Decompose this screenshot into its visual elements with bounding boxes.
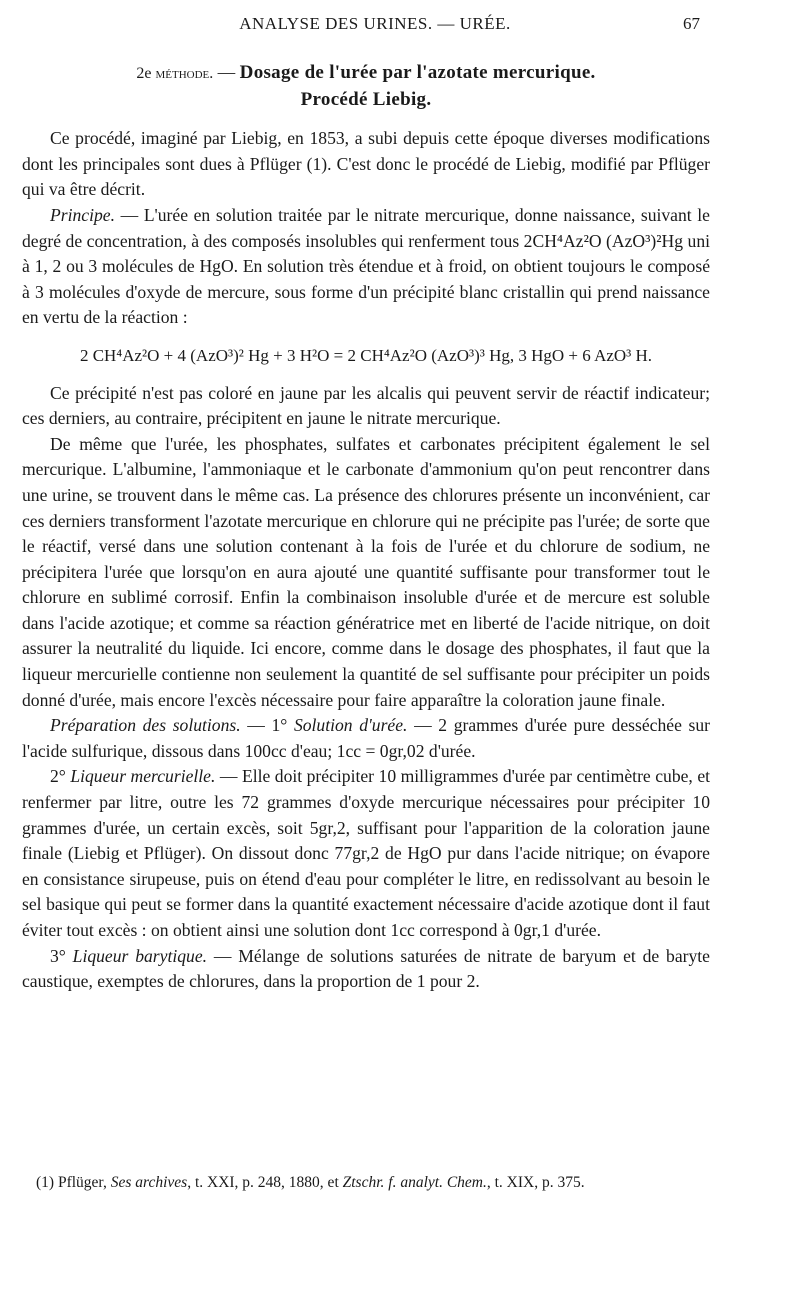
reaction-formula: 2 CH⁴Az²O + 4 (AzO³)² Hg + 3 H²O = 2 CH⁴Az²O (AzO³)³ Hg, 3 HgO + 6 AzO³ H. bbox=[79, 345, 653, 365]
barytique-label: Liqueur barytique. bbox=[72, 945, 208, 966]
barytique-number: 3° bbox=[50, 945, 73, 966]
footnote-author: Pflüger, bbox=[57, 1174, 111, 1191]
section-heading bbox=[22, 60, 710, 112]
barytique-text: — Mélange de solutions saturées de nitrate de baryum et de baryte caustique, exemptes de chlorures, dans la proportion de 1 pour 2. bbox=[22, 945, 710, 992]
paragraph-principe bbox=[22, 203, 710, 331]
method-label: méthode. bbox=[155, 65, 214, 82]
heading-dash: — bbox=[213, 62, 240, 82]
footnote-marker: (1) bbox=[36, 1174, 58, 1191]
method-number: 2e bbox=[136, 65, 156, 82]
principe-label: Principe. bbox=[50, 204, 115, 225]
running-title: ANALYSE DES URINES. — URÉE. bbox=[239, 14, 511, 33]
mercurielle-number: 2° bbox=[50, 766, 71, 787]
solution-uree-text: — 2 grammes d'urée pure desséchée sur l'acide sulfurique, dissous dans 100cc d'eau; 1cc = 0gr,02 d'urée. bbox=[22, 715, 710, 761]
mercurielle-text: — Elle doit précipiter 10 milligrammes d'urée par centimètre cube, et renfermer par litre, outre les 72 grammes d'oxyde mercurique nécessaires pour précipiter 10 grammes d'urée, un certain excès, soit 5gr,2, suffisant pour l'apparition de la coloration jaune finale (Liebig et Pflüger). On dissout donc 77gr,2 de HgO pur dans l'acide nitrique; on évapore en consistance sirupeuse, puis on étend d'eau pour compléter le litre, en redissolvant au besoin le sel basique qui peut se former dans la quantité exactement nécessaire d'acide azotique dont il faut éviter tout excès : on obtient ainsi une solution dont 1cc correspond à 0gr,1 d'urée. bbox=[22, 766, 711, 940]
footnote-journal-2: Ztschr. f. analyt. Chem. bbox=[342, 1174, 487, 1191]
solution-uree-label: Solution d'urée. bbox=[293, 715, 408, 736]
preparation-number: — 1° bbox=[240, 715, 294, 736]
principe-text: — L'urée en solution traitée par le nitrate mercurique, donne naissance, suivant le degré de concentration, à des composés insolubles qui renferment tous 2CH⁴Az²O (AzO³)²Hg uni à 1, 2 ou 3 molécules de HgO. En solution très étendue et à froid, on obtient toujours le composé à 3 molécules d'oxyde de mercure, sous forme d'un précipité blanc cristallin qui prend naissance en vertu de la réaction : bbox=[22, 204, 710, 328]
footnote bbox=[36, 1172, 716, 1194]
heading-title: Dosage de l'urée par l'azotate mercurique. bbox=[239, 62, 596, 83]
paragraph-intro: Ce procédé, imaginé par Liebig, en 1853, a subi depuis cette époque diverses modifications dont les principales sont dues à Pflüger (1). C'est donc le procédé de Liebig, modifié par Pflüger qui va être décrit. bbox=[22, 128, 710, 200]
paragraph-indicator: Ce précipité n'est pas coloré en jaune par les alcalis qui peuvent servir de réactif indicateur; ces derniers, au contraire, précipitent en jaune le nitrate mercurique. bbox=[22, 382, 710, 429]
paragraph-liqueur-mercurielle bbox=[22, 764, 710, 943]
heading-line-1 bbox=[22, 60, 710, 87]
footnote-journal-1: Ses archives bbox=[110, 1174, 188, 1191]
footnote-ref-1: , t. XXI, p. 248, 1880, et bbox=[187, 1174, 343, 1191]
page-number: 67 bbox=[683, 14, 700, 33]
paragraph-liqueur-barytique bbox=[22, 944, 710, 995]
paragraph-interferences: De même que l'urée, les phosphates, sulfates et carbonates précipitent également le sel mercurique. L'albumine, l'ammoniaque et le carbonate d'ammonium qu'on peut rencontrer dans une urine, se trouvent dans le même cas. La présence des chlorures présente un inconvénient, car ces derniers transforment l'azotate mercurique en chlorure qui ne précipite pas l'urée; de sorte que le réactif, versé dans une solution contenant à la fois de l'urée et du chlorure de sodium, ne précipitera l'urée que lorsqu'on en aura ajouté une quantité suffisante pour transformer tout le chlorure en sublimé corrosif. Enfin la combinaison insoluble d'urée et de mercure est soluble dans l'acide azotique; et comme sa réaction génératrice met en liberté de l'acide nitrique, on doit assurer la neutralité du liquide. Ici encore, comme dans le dosage des phosphates, il faut que la liqueur mercurielle contienne non seulement la quantité de sel suffisante pour précipiter un poids donné d'urée, mais encore l'excès nécessaire pour faire apparaître la coloration jaune finale. bbox=[22, 433, 710, 710]
heading-subtitle: Procédé Liebig. bbox=[300, 88, 432, 110]
preparation-label: Préparation des solutions. bbox=[50, 715, 241, 736]
mercurielle-label: Liqueur mercurielle. bbox=[70, 766, 216, 787]
page-body bbox=[22, 60, 710, 995]
footnote-ref-2: , t. XIX, p. 375. bbox=[486, 1174, 585, 1191]
heading-line-2 bbox=[22, 87, 710, 113]
paragraph-solution-uree bbox=[22, 713, 710, 764]
